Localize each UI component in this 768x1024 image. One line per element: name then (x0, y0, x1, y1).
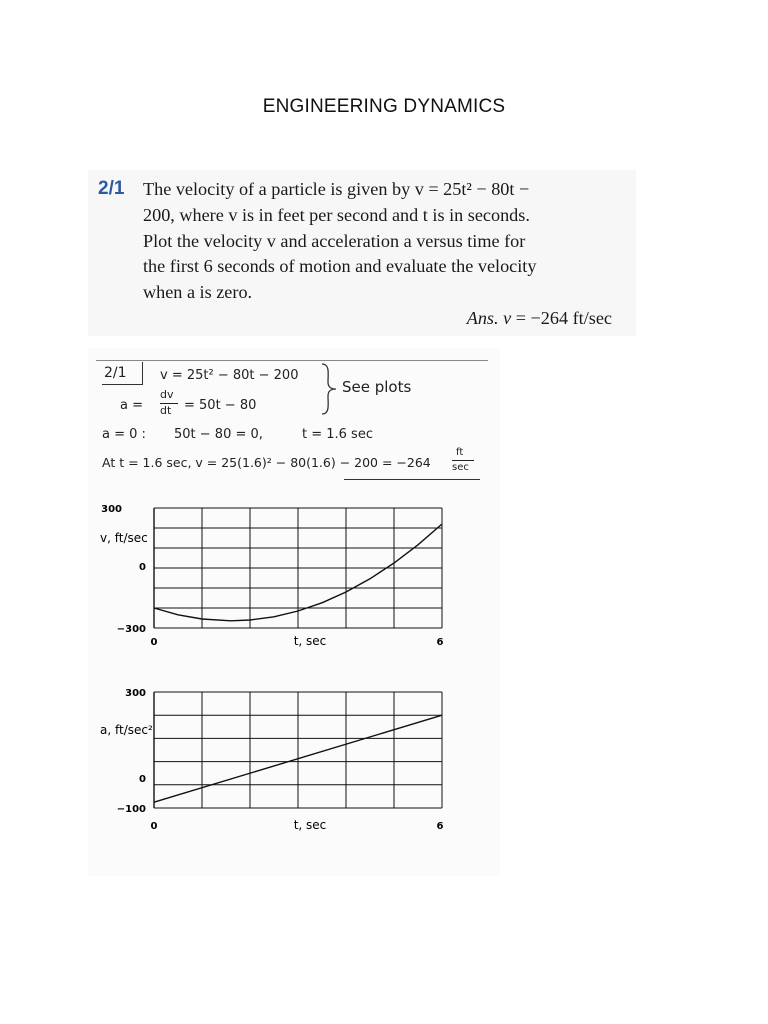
problem-text (143, 177, 613, 306)
problem-number: 2/1 (98, 178, 125, 199)
problem-line: 200, where v is in feet per second and t is in seconds. (143, 204, 530, 225)
fraction-denominator: dt (160, 404, 172, 417)
answer-label: Ans. v (466, 308, 512, 328)
accel-equation: = 50t − 80 (184, 398, 257, 413)
velocity-at-zero-accel: At t = 1.6 sec, v = 25(1.6)² − 80(1.6) − 200 = −264 (102, 455, 431, 470)
zero-time: t = 1.6 sec (302, 427, 373, 442)
x-axis-label: t, sec (293, 634, 327, 648)
x-tick-label: 6 (436, 821, 444, 832)
fraction-numerator: dv (160, 388, 174, 401)
page-title: ENGINEERING DYNAMICS (262, 96, 506, 117)
velocity-equation: v = 25t² − 80t − 200 (160, 368, 299, 383)
unit-bar (452, 460, 474, 461)
handwritten-solution (88, 348, 500, 876)
y-tick-label: 300 (101, 504, 122, 515)
problem-line: when a is zero. (143, 282, 253, 303)
y-tick-label: −300 (116, 624, 146, 635)
problem-statement (88, 170, 636, 336)
velocity-chart (88, 498, 500, 658)
acceleration-chart (88, 682, 500, 842)
x-axis-label: t, sec (293, 818, 327, 832)
divider (96, 360, 488, 361)
unit-numerator: ft (456, 447, 464, 458)
x-tick-label: 6 (436, 637, 444, 648)
y-tick-label: 0 (139, 562, 146, 573)
see-plots-note: See plots (342, 378, 412, 396)
problem-line: Plot the velocity v and acceleration a versus time for (143, 230, 526, 251)
x-tick-label: 0 (150, 637, 158, 648)
x-tick-label: 0 (150, 821, 158, 832)
y-tick-label: 0 (139, 774, 146, 785)
y-axis-label: a, ft/sec² (100, 723, 153, 737)
unit-denominator: sec (452, 462, 469, 473)
answer-value: = −264 ft/sec (515, 308, 612, 328)
zero-condition: a = 0 : (102, 427, 146, 442)
problem-line: the first 6 seconds of motion and evaluate the velocity (143, 256, 537, 277)
problem-line: The velocity of a particle is given by v = 25t² − 80t − (143, 179, 530, 199)
zero-equation: 50t − 80 = 0, (174, 427, 263, 442)
y-tick-label: −100 (116, 804, 146, 815)
solution-number: 2/1 (104, 365, 127, 381)
y-axis-label: v, ft/sec (100, 531, 148, 545)
answer (467, 308, 612, 329)
y-tick-label: 300 (125, 688, 146, 699)
answer-underline (344, 479, 480, 480)
brace (318, 362, 340, 416)
accel-label: a = (120, 398, 143, 413)
